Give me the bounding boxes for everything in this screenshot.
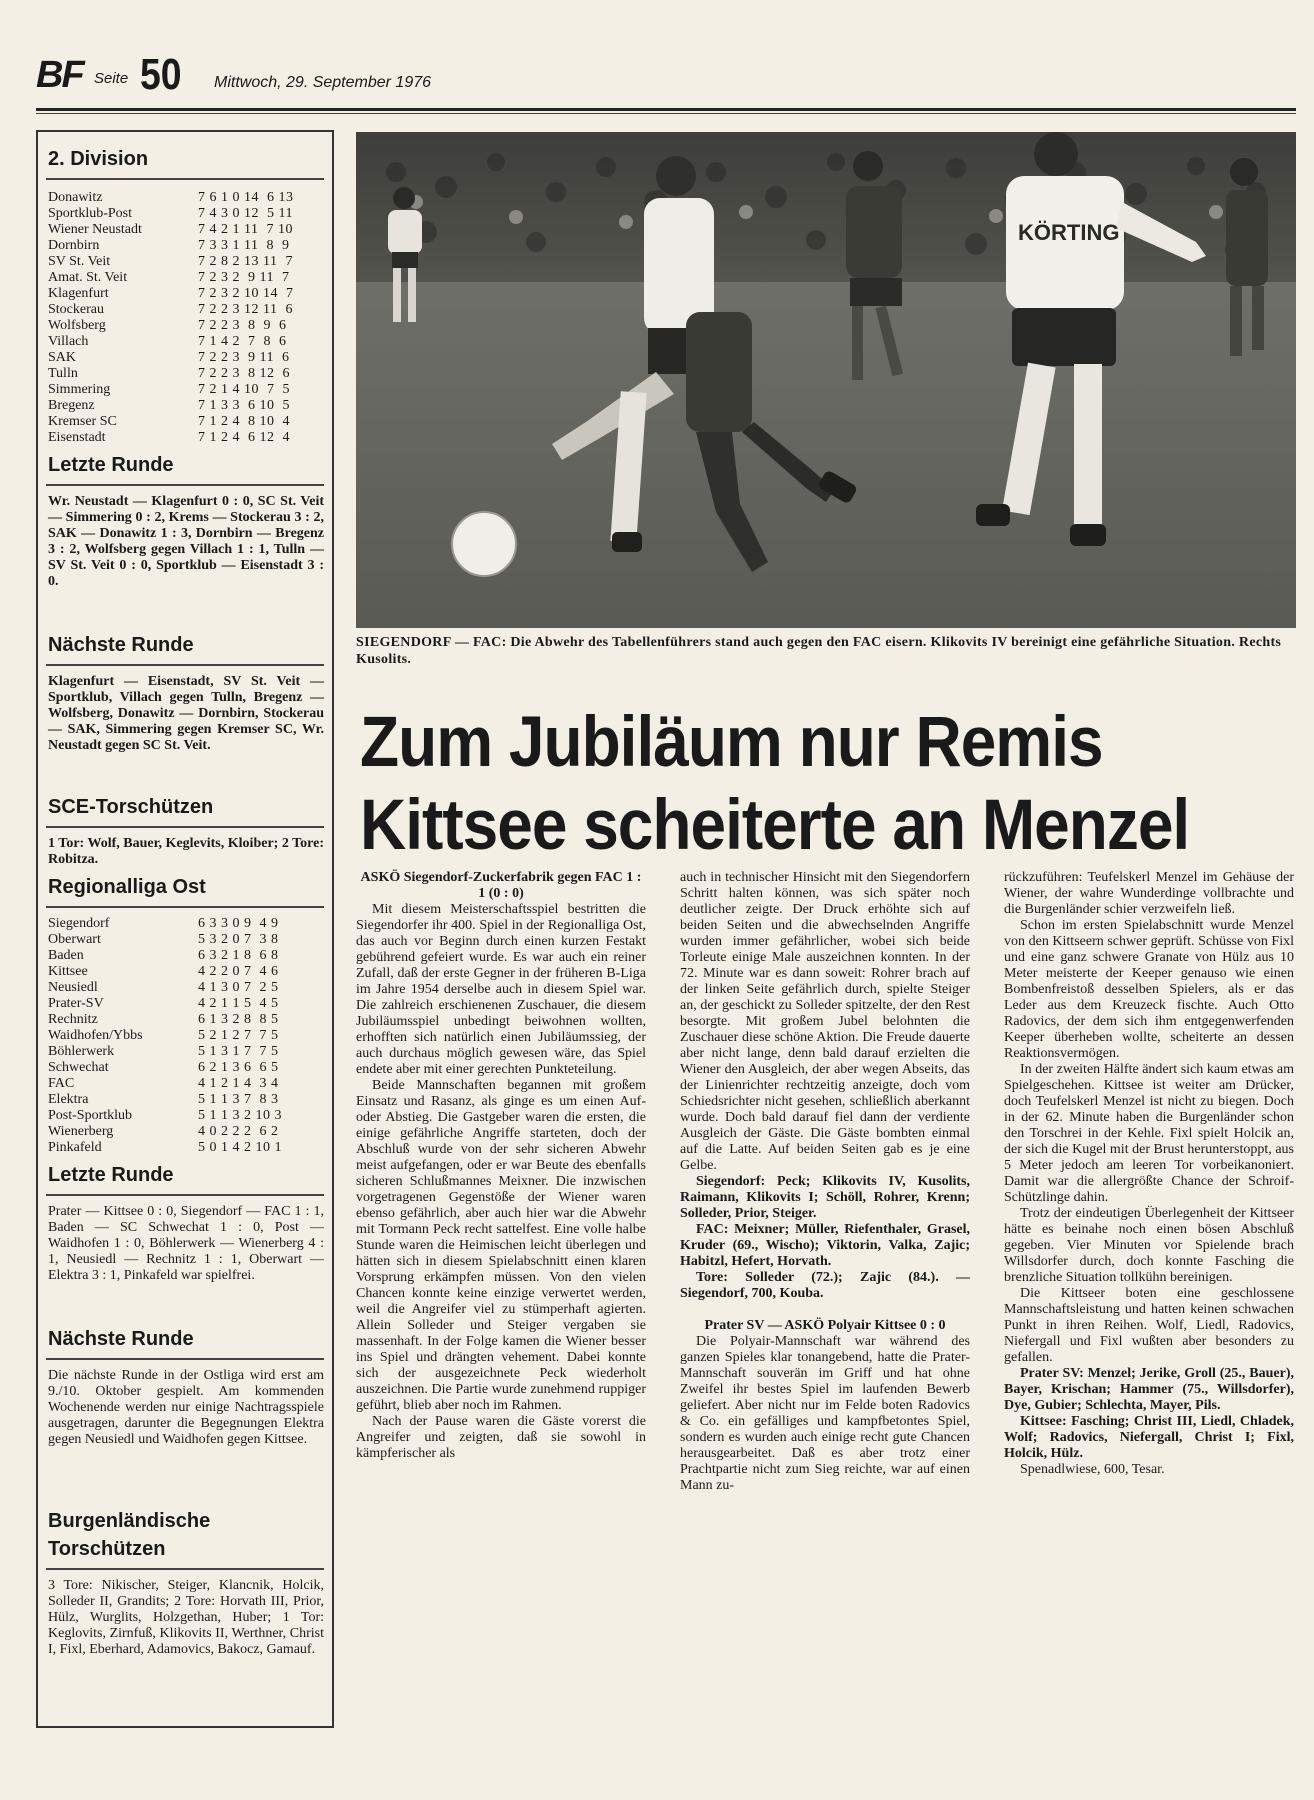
team-stats: 7 4 2 1 11 7 10	[198, 222, 293, 237]
headline-line2: Kittsee scheiterte an Menzel	[360, 784, 1190, 865]
team-name: Waidhofen/Ybbs	[48, 1028, 143, 1043]
regionalliga-title: Regionalliga Ost	[48, 876, 206, 898]
standings-row	[48, 238, 324, 254]
team-stats: 7 1 4 2 7 8 6	[198, 334, 287, 349]
header-rule-thin	[36, 113, 1296, 114]
team-stats: 7 2 2 3 9 11 6	[198, 350, 290, 365]
standings-row	[48, 1076, 324, 1092]
team-name: Dornbirn	[48, 238, 100, 253]
lineup-fac: FAC: Meixner; Müller, Riefenthaler, Grasel, Kruder (69., Wischo); Viktorin, Valka, Zajic; Habitzl, Hefert, Horvath.	[680, 1222, 970, 1269]
burgenland-text: 3 Tore: Nikischer, Steiger, Klancnik, Holcik, Solleder II, Grandits; 2 Tore: Horvath III, Prior, Hülz, Wurglits, Holzgethan, Huber; 1 Tor: Keglovits, Zirnfuß, Klikovits II, Werthner, Christ I, Fixl, Eberhard, Adamovics, Bakocz, Gamauf.	[48, 1578, 324, 1657]
section-rule	[46, 1358, 324, 1360]
standings-row	[48, 254, 324, 270]
letzte-runde-2-text: Prater — Kittsee 0 : 0, Siegendorf — FAC 1 : 1, Baden — SC Schwechat 1 : 0, Post — Waidhofen 1 : 0, Böhlerwerk — Wienerberg 4 : 1, Neusiedl — Rechnitz 1 : 1, Oberwart — Elektra 3 : 1, Pinkafeld war spielfrei.	[48, 1204, 324, 1283]
standings-row	[48, 1092, 324, 1108]
lineup-prater: Prater SV: Menzel; Jerike, Groll (25., Bauer), Bayer, Krischan; Hammer (75., Willsdorfer), Dye, Gubier; Schlechta, Mayer, Pils.	[1004, 1366, 1294, 1413]
team-stats: 7 2 2 3 8 12 6	[198, 366, 290, 381]
naechste-runde-2-title: Nächste Runde	[48, 1328, 194, 1350]
standings-sidebar	[36, 130, 334, 1728]
sce-torschuetzen-text: 1 Tor: Wolf, Bauer, Keglevits, Kloiber; 2 Tore: Robitza.	[48, 836, 324, 867]
standings-row	[48, 350, 324, 366]
team-name: Böhlerwerk	[48, 1044, 115, 1059]
standings-row	[48, 996, 324, 1012]
standings-row	[48, 1140, 324, 1156]
team-name: Kremser SC	[48, 414, 117, 429]
letzte-runde-1-title: Letzte Runde	[48, 454, 174, 476]
division2-title: 2. Division	[48, 148, 149, 170]
standings-row	[48, 414, 324, 430]
team-stats: 5 0 1 4 2 10 1	[198, 1140, 282, 1155]
team-stats: 4 2 1 1 5 4 5	[198, 996, 279, 1011]
team-stats: 6 3 2 1 8 6 8	[198, 948, 279, 963]
standings-row	[48, 222, 324, 238]
naechste-runde-2-text: Die nächste Runde in der Ostliga wird erst am 9./10. Oktober gespielt. Am kommenden Wochenende werden nur einige Nachtragsspiele ausgetragen, darunter die Begegnungen Elektra gegen Neusiedl und Waidhofen gegen Kittsee.	[48, 1368, 324, 1447]
team-stats: 5 1 1 3 2 10 3	[198, 1108, 282, 1123]
article-paragraph: auch in technischer Hinsicht mit den Siegendorfern Schritt halten können, was sich später noch deutlicher zeigte. Der Druck erhöhte sich auf beiden Seiten und die abwechselnden Angriffe wurden immer gefährlicher, wobei sich beide Torleute einige Male auszeichnen konnten. In der 72. Minute war es dann soweit: Rohrer brach auf der linken Seite gefährlich durch, spielte Steiger an, der geschickt zu Solleder spitzelte, der den Rest besorgte. Mit großem Jubel belohnten die Zuschauer diese schöne Aktion. Die Freude dauerte aber nicht lange, denn bald darauf erzielten die Wiener den Ausgleich, der aber wegen Abseits, das der Linienrichter rechtzeitig anzeigte, doch vom Schiedsrichter nicht gesehen, schließlich aberkannt wurde. Doch bald darauf fiel dann der verdiente Ausgleich der Gäste. Die Gäste bombten einmal auf die Latte. Auf beiden Seiten gab es je eine Gelbe.	[680, 870, 970, 1173]
standings-row	[48, 1060, 324, 1076]
team-stats: 4 1 2 1 4 3 4	[198, 1076, 279, 1091]
section-rule	[46, 906, 324, 908]
team-name: Prater-SV	[48, 996, 104, 1011]
standings-row	[48, 1124, 324, 1140]
team-name: Klagenfurt	[48, 286, 109, 301]
section-rule	[46, 664, 324, 666]
lineup-kittsee: Kittsee: Fasching; Christ III, Liedl, Chladek, Wolf; Radovics, Niefergall, Christ I; Fixl, Holcik, Hülz.	[1004, 1414, 1294, 1461]
team-name: Neusiedl	[48, 980, 98, 995]
standings-row	[48, 366, 324, 382]
team-stats: 5 3 2 0 7 3 8	[198, 932, 279, 947]
team-name: Elektra	[48, 1092, 89, 1107]
goals-line: Tore: Solleder (72.); Zajic (84.). — Siegendorf, 700, Kouba.	[680, 1270, 970, 1301]
team-name: Villach	[48, 334, 89, 349]
team-name: Kittsee	[48, 964, 88, 979]
team-stats: 7 2 2 3 8 9 6	[198, 318, 287, 333]
standings-row	[48, 932, 324, 948]
letzte-runde-1-text: Wr. Neustadt — Klagenfurt 0 : 0, SC St. Veit — Simmering 0 : 2, Krems — Stockerau 3 : 2, SAK — Donawitz 1 : 3, Dornbirn — Bregenz 3 : 2, Wolfsberg gegen Villach 1 : 1, Tulln — SV St. Veit 0 : 0, Sportklub — Eisenstadt 3 : 0.	[48, 494, 324, 589]
team-stats: 7 2 1 4 10 7 5	[198, 382, 290, 397]
team-name: Wiener Neustadt	[48, 222, 142, 237]
article-paragraph: In der zweiten Hälfte ändert sich kaum etwas am Spielgeschehen. Kittsee ist weiter am Drücker, doch Teufelskerl Menzel ist nicht zu biegen. Doch in der 62. Minute haben die Burgenländer schon den Torschrei in der Kehle. Fixl spielt Holcik an, der sich die Kugel mit der Brust herunterstoppt, aus 5 Meter jedoch am leeren Tor vorbeikanoniert. Damit war die allergrößte Chance der Schroif-Schützlinge dahin.	[1004, 1062, 1294, 1205]
team-stats: 7 1 2 4 8 10 4	[198, 414, 290, 429]
standings-row	[48, 398, 324, 414]
photo-caption: SIEGENDORF — FAC: Die Abwehr des Tabellenführers stand auch gegen den FAC eisern. Klikovits IV bereinigt eine gefährliche Situation. Rechts Kusolits.	[356, 635, 1282, 667]
team-name: Siegendorf	[48, 916, 110, 931]
standings-row	[48, 206, 324, 222]
header-rule	[36, 108, 1296, 111]
issue-date: Mittwoch, 29. September 1976	[214, 74, 432, 91]
newspaper-logo: BF	[36, 54, 83, 96]
section-rule	[46, 1194, 324, 1196]
standings-row	[48, 1044, 324, 1060]
team-stats: 5 1 3 1 7 7 5	[198, 1044, 279, 1059]
article-paragraph: Die Polyair-Mannschaft war während des ganzen Spieles klar tonangebend, hatte die Prater-Mannschaft souverän im Griff und hat ohne Zweifel ihr bestes Spiel im laufenden Bewerb geliefert. Aber nicht nur im Felde boten Radovics & Co. ein gefälliges und kampfbetontes Spiel, sondern es wurden auch einige recht gute Chancen herausgearbeitet. Daß es aber trotz einer Prachtpartie nicht zum Sieg reichte, war auf einen Mann zu-	[680, 1334, 970, 1493]
team-stats: 7 2 3 2 10 14 7	[198, 286, 294, 301]
team-name: SAK	[48, 350, 77, 365]
team-stats: 7 4 3 0 12 5 11	[198, 206, 293, 221]
team-name: Post-Sportklub	[48, 1108, 133, 1123]
standings-row	[48, 286, 324, 302]
team-name: Baden	[48, 948, 84, 963]
standings-row	[48, 1012, 324, 1028]
section-rule	[46, 1568, 324, 1570]
team-stats: 4 2 2 0 7 4 6	[198, 964, 279, 979]
standings-row	[48, 270, 324, 286]
standings-row	[48, 980, 324, 996]
section-rule	[46, 484, 324, 486]
team-stats: 7 1 3 3 6 10 5	[198, 398, 290, 413]
team-stats: 7 2 2 3 12 11 6	[198, 302, 293, 317]
team-stats: 7 1 2 4 6 12 4	[198, 430, 290, 445]
team-stats: 6 3 3 0 9 4 9	[198, 916, 279, 931]
team-name: Bregenz	[48, 398, 95, 413]
team-name: Wienerberg	[48, 1124, 114, 1139]
standings-row	[48, 430, 324, 446]
regionalliga-table	[48, 916, 324, 1156]
team-stats: 7 6 1 0 14 6 13	[198, 190, 294, 205]
team-name: Stockerau	[48, 302, 104, 317]
article-paragraph: Mit diesem Meisterschaftsspiel bestritten die Siegendorfer ihr 400. Spiel in der Regionalliga Ost, das auch vor Beginn durch einen kurzen Festakt gebührend gefeiert wurde. Es war auch ein reiner Zufall, daß der erste Gegner in der früheren B-Liga im Jahre 1954 derselbe auch in diesem Spiel war. Die zahlreich erschienenen Zuschauer, die diesem Jubiläumsspiel unbedingt beiwohnen wollten, erhofften sich natürlich einen Jubiläumssieg, der auch durchaus möglich gewesen wäre, das Spiel endete aber mit einer gerechten Punkteteilung.	[356, 902, 646, 1077]
team-stats: 4 1 3 0 7 2 5	[198, 980, 279, 995]
headline-line1: Zum Jubiläum nur Remis	[360, 701, 1103, 782]
venue-line: Spenadlwiese, 600, Tesar.	[1020, 1462, 1165, 1477]
article-paragraph: Nach der Pause waren die Gäste vorerst die Angreifer und zeigten, daß sie sowohl in kämpferischer als	[356, 1414, 646, 1461]
article-column-3	[1004, 870, 1294, 1478]
team-name: Rechnitz	[48, 1012, 98, 1027]
division2-table	[48, 190, 324, 446]
article-paragraph: Beide Mannschaften begannen mit großem Einsatz und Rasanz, als ginge es um einen Auf- oder Abstieg. Die Gastgeber waren die ersten, die einige gefährliche Angriffe starteten, doch der Abschluß wurde von der sehr sicheren Abwehr meist aufgefangen, oder er war Beute des ebenfalls sicheren Schlußmannes Meixner. Die inzwischen vorgetragenen Gegenstöße der Wiener waren ebenso gefährlich, aber auch hier war die Abwehr mit Tormann Peck recht sattelfest. Eine volle halbe Stunde waren die Heimischen leicht überlegen und hätten sich in diesem Spielabschnitt einen klaren Vorsprung erkämpfen müssen. Von den vielen Chancen konnte keine einzige verwertet werden, weil die Angreifer viel zu stümperhaft agierten. Allein Solleder und Steiger vergaben sie massenhaft. In der Folge kamen die Wiener besser ins Spiel und drängten vehement. Dabei konnte sich der ausgezeichnete Peck wiederholt auszeichnen. Die Partie wurde zunehmend ruppiger geführt, blieb aber noch im Rahmen.	[356, 1078, 646, 1413]
article-paragraph: rückzuführen: Teufelskerl Menzel im Gehäuse der Wiener, der wahre Wunderdinge vollbrachte und die Burgenländer schier verzweifeln ließ.	[1004, 870, 1294, 917]
article-column-1	[356, 870, 646, 1462]
team-stats: 7 2 3 2 9 11 7	[198, 270, 290, 285]
burgenland-title-line1: Burgenländische	[48, 1510, 211, 1532]
team-name: Tulln	[48, 366, 78, 381]
team-name: Oberwart	[48, 932, 101, 947]
standings-row	[48, 1028, 324, 1044]
article-headline	[360, 700, 1300, 866]
team-stats: 7 2 8 2 13 11 7	[198, 254, 293, 269]
section-rule	[46, 826, 324, 828]
standings-row	[48, 334, 324, 350]
standings-row	[48, 190, 324, 206]
team-name: Pinkafeld	[48, 1140, 102, 1155]
lineup-siegendorf: Siegendorf: Peck; Klikovits IV, Kusolits, Raimann, Klikovits I; Schöll, Rohrer, Krenn; Solleder, Prior, Steiger.	[680, 1174, 970, 1221]
section-rule	[46, 178, 324, 180]
team-name: Donawitz	[48, 190, 103, 205]
article-paragraph: Die Kittseer boten eine geschlossene Mannschaftsleistung und hatten keinen schwachen Punkt in ihren Reihen. Wolf, Liedl, Radovics, Niefergall und Fixl wußten aber besonders zu gefallen.	[1004, 1286, 1294, 1365]
team-name: Sportklub-Post	[48, 206, 133, 221]
team-name: Wolfsberg	[48, 318, 106, 333]
standings-row	[48, 382, 324, 398]
jersey-text: KÖRTING	[1018, 220, 1120, 245]
match2-heading: Prater SV — ASKÖ Polyair Kittsee 0 : 0	[704, 1318, 946, 1333]
team-name: Amat. St. Veit	[48, 270, 128, 285]
article-paragraph: Schon im ersten Spielabschnitt wurde Menzel von den Kittseern schwer geprüft. Schüsse von Fixl und eine ganz schwere Granate von Hülz aus 10 Meter meisterte der Keeper genauso wie einen Bombenfreistoß desselben Spielers, als er das Leder aus dem Kreuzeck fischte. Auch Otto Radovics, der dem sich ihm entgegenwerfenden Keeper überheben wollte, scheiterte an dessen Reaktionsvermögen.	[1004, 918, 1294, 1061]
team-name: Eisenstadt	[48, 430, 106, 445]
team-stats: 5 2 1 2 7 7 5	[198, 1028, 279, 1043]
match-photo	[356, 132, 1296, 628]
article-column-2	[680, 870, 970, 1494]
team-stats: 6 1 3 2 8 8 5	[198, 1012, 279, 1027]
article-paragraph: Trotz der eindeutigen Überlegenheit der Kittseer hätte es beinahe noch einen bösen Abschluß gegeben. Vier Minuten vor Spielende brach Willsdorfer durch, doch konnte Fasching die brenzliche Situation tollkühn bereinigen.	[1004, 1206, 1294, 1285]
team-stats: 6 2 1 3 6 6 5	[198, 1060, 279, 1075]
letzte-runde-2-title: Letzte Runde	[48, 1164, 174, 1186]
team-stats: 7 3 3 1 11 8 9	[198, 238, 290, 253]
team-name: FAC	[48, 1076, 75, 1091]
standings-row	[48, 964, 324, 980]
match-photo-graphic	[356, 132, 1296, 628]
page-number: 50	[140, 50, 182, 99]
naechste-runde-1-text: Klagenfurt — Eisenstadt, SV St. Veit — Sportklub, Villach gegen Tulln, Bregenz — Wolfsberg, Donawitz — Dornbirn, Stockerau — SAK, Simmering gegen Kremser SC, Wr. Neustadt gegen SC St. Veit.	[48, 674, 324, 753]
standings-row	[48, 948, 324, 964]
team-name: SV St. Veit	[48, 254, 111, 269]
standings-row	[48, 318, 324, 334]
standings-row	[48, 1108, 324, 1124]
seite-label: Seite	[94, 70, 129, 87]
team-stats: 5 1 1 3 7 8 3	[198, 1092, 279, 1107]
naechste-runde-1-title: Nächste Runde	[48, 634, 194, 656]
standings-row	[48, 916, 324, 932]
page-header	[36, 48, 1296, 108]
match1-heading: ASKÖ Siegendorf-Zuckerfabrik gegen FAC 1 : 1 (0 : 0)	[360, 870, 642, 901]
standings-row	[48, 302, 324, 318]
team-stats: 4 0 2 2 2 6 2	[198, 1124, 279, 1139]
burgenland-title-line2: Torschützen	[48, 1538, 166, 1560]
sce-torschuetzen-title: SCE-Torschützen	[48, 796, 214, 818]
team-name: Simmering	[48, 382, 111, 397]
team-name: Schwechat	[48, 1060, 109, 1075]
